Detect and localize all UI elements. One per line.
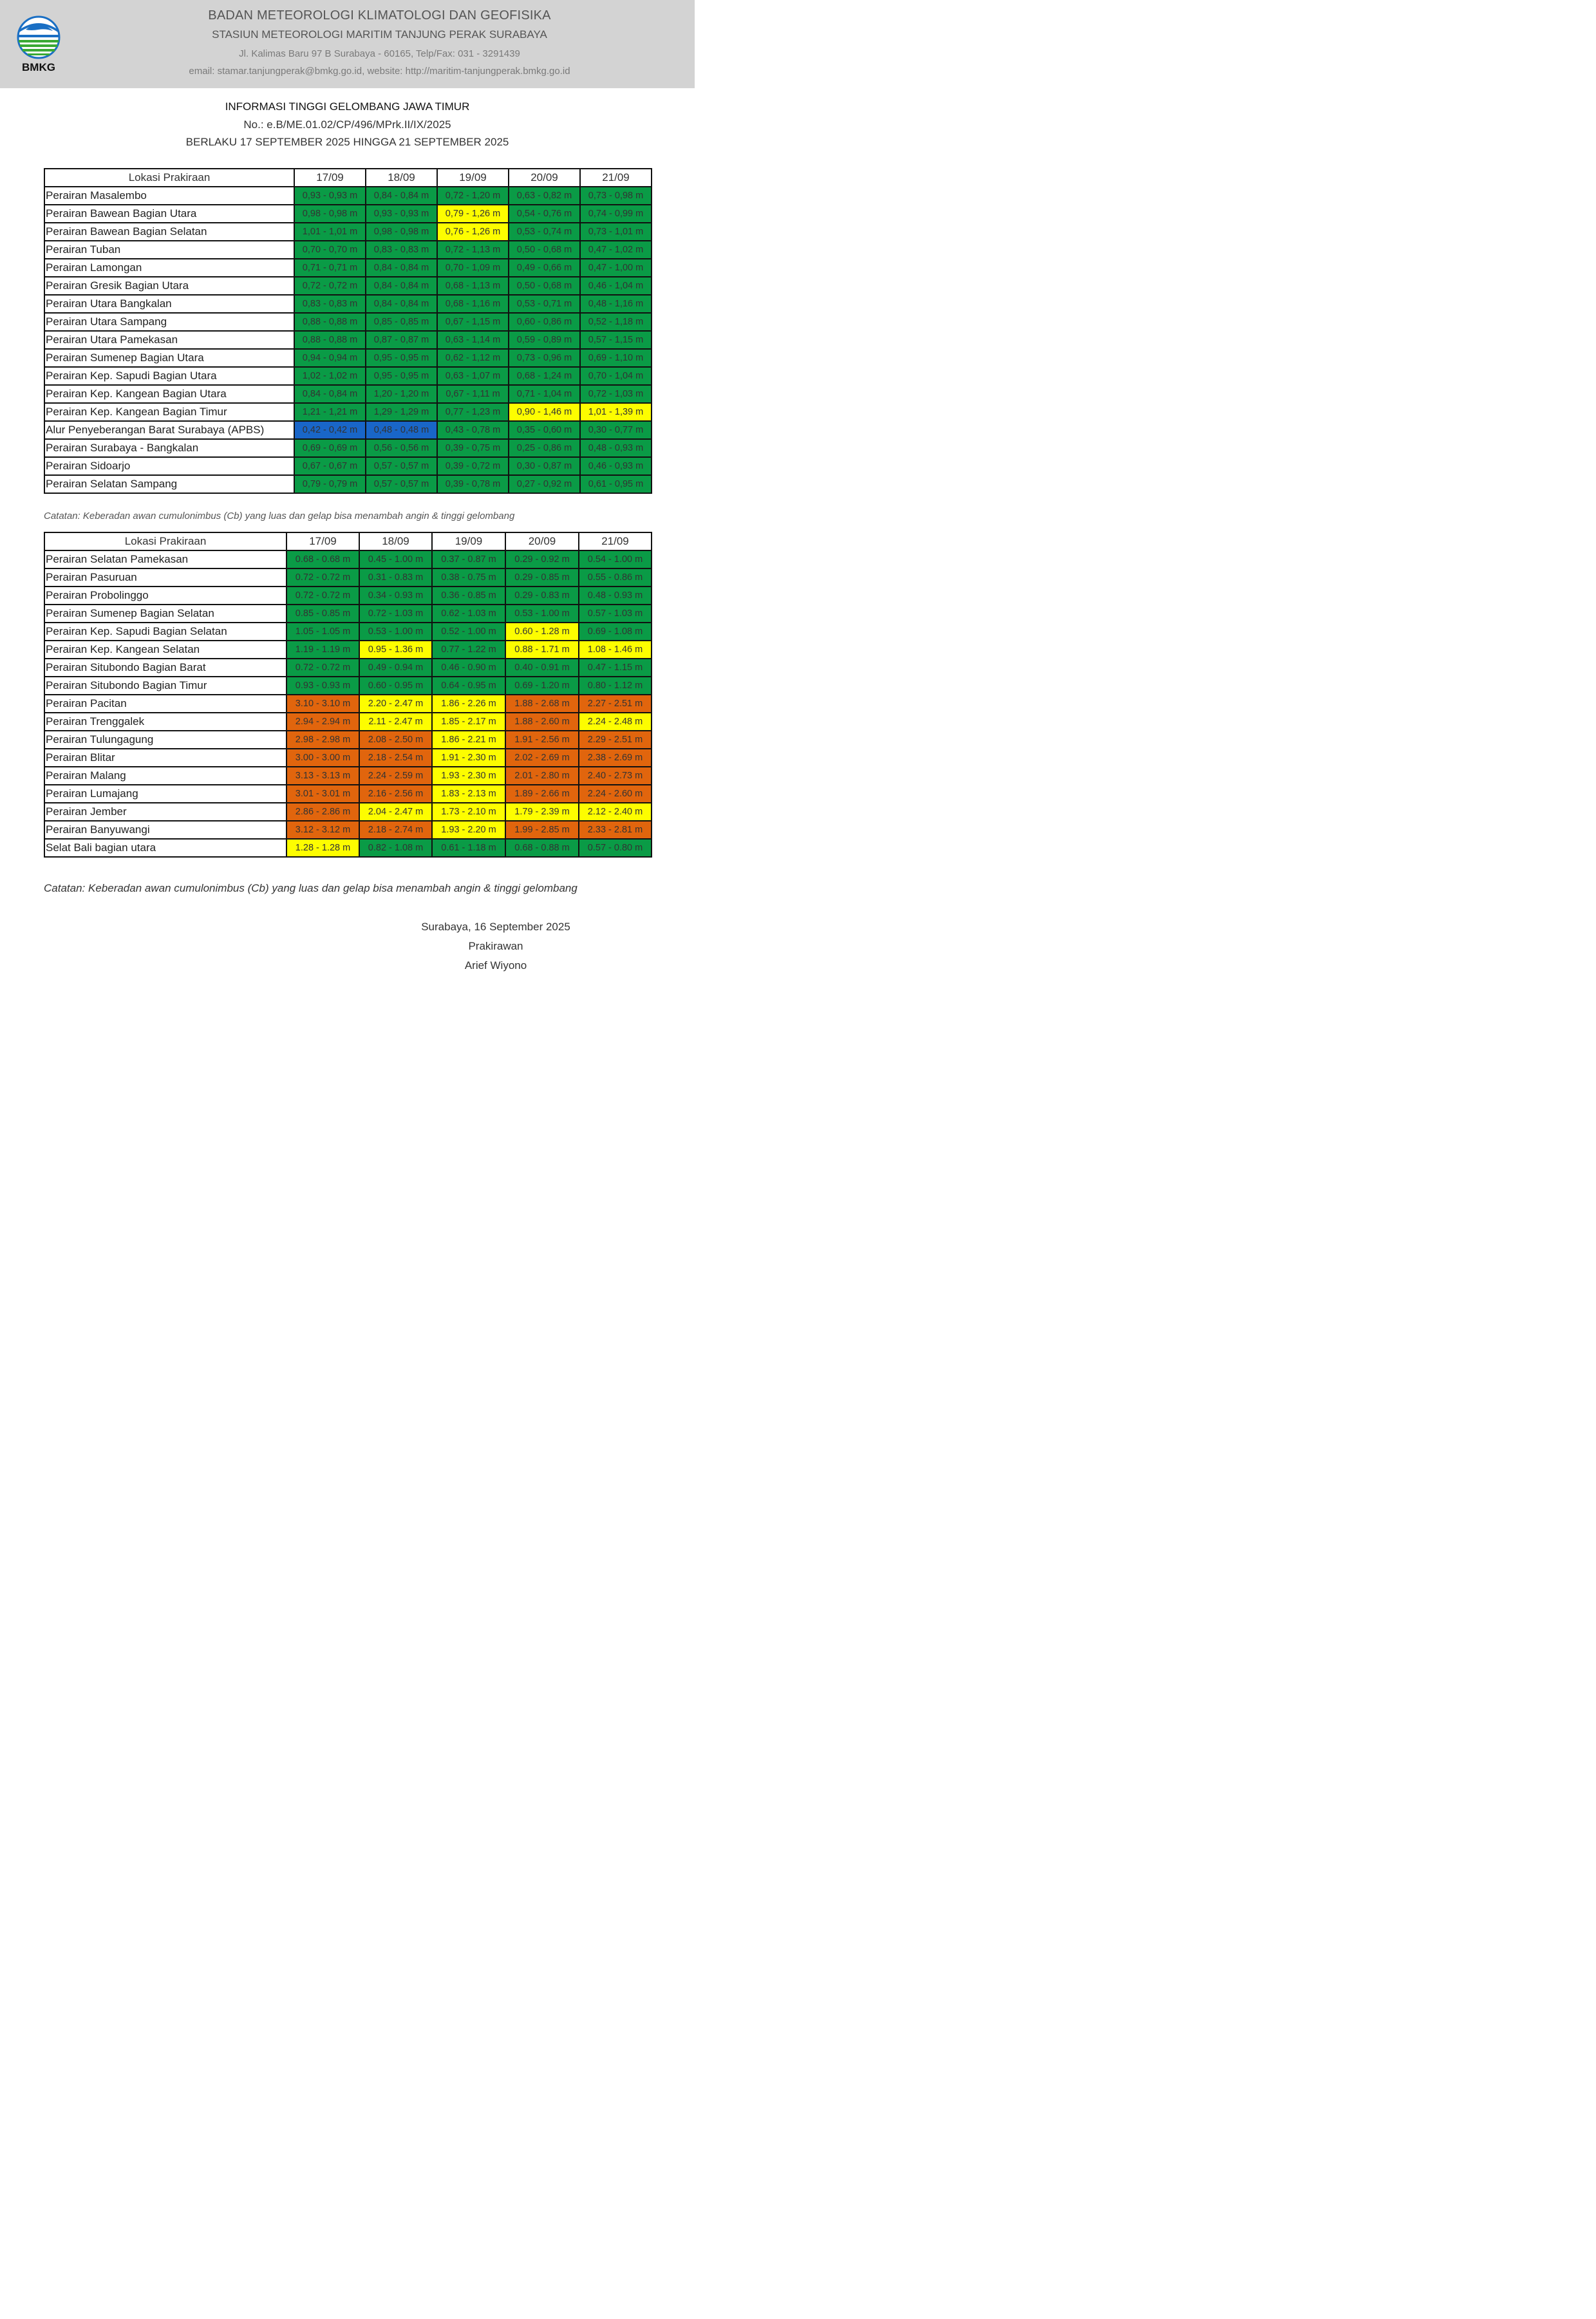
wave-height-cell: 0,52 - 1,18 m: [580, 313, 652, 331]
wave-height-cell: 0.82 - 1.08 m: [359, 839, 432, 857]
wave-height-table-south: [44, 532, 652, 858]
wave-height-cell: 3.10 - 3.10 m: [286, 695, 359, 713]
table-row: [44, 385, 652, 403]
wave-height-cell: 0.60 - 1.28 m: [505, 623, 579, 641]
location-cell: Perairan Kep. Sapudi Bagian Selatan: [44, 623, 286, 641]
signature-role: Prakirawan: [468, 940, 523, 952]
location-cell: Perairan Tuban: [44, 241, 294, 259]
location-cell: Perairan Utara Pamekasan: [44, 331, 294, 349]
wave-height-cell: 0.62 - 1.03 m: [432, 605, 505, 623]
location-cell: Perairan Situbondo Bagian Barat: [44, 659, 286, 677]
wave-height-cell: 2.40 - 2.73 m: [579, 767, 652, 785]
wave-height-cell: 0,73 - 0,98 m: [580, 187, 652, 205]
wave-height-cell: 0.49 - 0.94 m: [359, 659, 432, 677]
wave-height-cell: 0,68 - 1,16 m: [437, 295, 509, 313]
wave-height-cell: 0,85 - 0,85 m: [366, 313, 437, 331]
table-row: [44, 277, 652, 295]
location-cell: Perairan Sidoarjo: [44, 457, 294, 475]
location-cell: Perairan Probolinggo: [44, 587, 286, 605]
column-header-date: 20/09: [509, 169, 580, 187]
wave-height-cell: 1.05 - 1.05 m: [286, 623, 359, 641]
wave-height-cell: 0,95 - 0,95 m: [366, 349, 437, 367]
wave-height-cell: 0.69 - 1.08 m: [579, 623, 652, 641]
wave-height-cell: 0,50 - 0,68 m: [509, 241, 580, 259]
wave-height-cell: 0.69 - 1.20 m: [505, 677, 579, 695]
wave-height-cell: 1.85 - 2.17 m: [432, 713, 505, 731]
wave-height-cell: 0,73 - 1,01 m: [580, 223, 652, 241]
wave-height-cell: 2.86 - 2.86 m: [286, 803, 359, 821]
wave-height-cell: 3.01 - 3.01 m: [286, 785, 359, 803]
table-row: [44, 331, 652, 349]
table-row: [44, 641, 652, 659]
wave-height-cell: 0,53 - 0,74 m: [509, 223, 580, 241]
table-row: [44, 295, 652, 313]
wave-height-cell: 1,01 - 1,39 m: [580, 403, 652, 421]
wave-height-cell: 0,83 - 0,83 m: [294, 295, 366, 313]
wave-height-cell: 0.53 - 1.00 m: [359, 623, 432, 641]
table-row: [44, 731, 652, 749]
wave-height-cell: 1.88 - 2.60 m: [505, 713, 579, 731]
wave-height-cell: 0.61 - 1.18 m: [432, 839, 505, 857]
wave-height-cell: 1.86 - 2.21 m: [432, 731, 505, 749]
wave-height-cell: 0.95 - 1.36 m: [359, 641, 432, 659]
wave-height-cell: 1.08 - 1.46 m: [579, 641, 652, 659]
table-row: [44, 767, 652, 785]
wave-height-cell: 0,84 - 0,84 m: [366, 187, 437, 205]
wave-height-cell: 0,56 - 0,56 m: [366, 439, 437, 457]
wave-height-cell: 0,46 - 0,93 m: [580, 457, 652, 475]
location-cell: Perairan Kep. Kangean Bagian Utara: [44, 385, 294, 403]
wave-height-cell: 0.68 - 0.88 m: [505, 839, 579, 857]
column-header-date: 19/09: [432, 532, 505, 550]
location-cell: Perairan Kep. Kangean Selatan: [44, 641, 286, 659]
wave-height-cell: 2.18 - 2.74 m: [359, 821, 432, 839]
wave-height-cell: 0,57 - 0,57 m: [366, 475, 437, 493]
location-cell: Perairan Kep. Sapudi Bagian Utara: [44, 367, 294, 385]
table-row: [44, 259, 652, 277]
wave-height-cell: 0,84 - 0,84 m: [366, 259, 437, 277]
wave-height-cell: 0,39 - 0,75 m: [437, 439, 509, 457]
wave-height-cell: 0,73 - 0,96 m: [509, 349, 580, 367]
wave-height-cell: 0,84 - 0,84 m: [294, 385, 366, 403]
wave-height-cell: 1.28 - 1.28 m: [286, 839, 359, 857]
wave-height-cell: 0.72 - 0.72 m: [286, 587, 359, 605]
wave-height-cell: 0,98 - 0,98 m: [294, 205, 366, 223]
wave-height-cell: 3.13 - 3.13 m: [286, 767, 359, 785]
wave-height-cell: 2.01 - 2.80 m: [505, 767, 579, 785]
location-cell: Perairan Lamongan: [44, 259, 294, 277]
wave-height-cell: 0,47 - 1,00 m: [580, 259, 652, 277]
location-cell: Perairan Jember: [44, 803, 286, 821]
wave-height-cell: 0,67 - 1,15 m: [437, 313, 509, 331]
table-row: [44, 587, 652, 605]
wave-height-cell: 0,69 - 1,10 m: [580, 349, 652, 367]
table-row: [44, 749, 652, 767]
wave-height-cell: 0.80 - 1.12 m: [579, 677, 652, 695]
location-cell: Perairan Kep. Kangean Bagian Timur: [44, 403, 294, 421]
document-number: No.: e.B/ME.01.02/CP/496/MPrk.II/IX/2025: [243, 118, 451, 131]
wave-height-cell: 0,57 - 1,15 m: [580, 331, 652, 349]
wave-height-cell: 0,63 - 1,14 m: [437, 331, 509, 349]
wave-height-cell: 0,88 - 0,88 m: [294, 313, 366, 331]
station-name: STASIUN METEOROLOGI MARITIM TANJUNG PERAK SURABAYA: [212, 28, 547, 41]
column-header-date: 17/09: [294, 169, 366, 187]
location-cell: Perairan Gresik Bagian Utara: [44, 277, 294, 295]
wave-height-cell: 0,25 - 0,86 m: [509, 439, 580, 457]
wave-height-cell: 1.89 - 2.66 m: [505, 785, 579, 803]
table-row: [44, 659, 652, 677]
wave-height-cell: 0,59 - 0,89 m: [509, 331, 580, 349]
wave-height-cell: 0,54 - 0,76 m: [509, 205, 580, 223]
wave-height-cell: 0,57 - 0,57 m: [366, 457, 437, 475]
wave-height-cell: 0,30 - 0,77 m: [580, 421, 652, 439]
wave-height-cell: 1.93 - 2.20 m: [432, 821, 505, 839]
wave-height-cell: 1.93 - 2.30 m: [432, 767, 505, 785]
wave-height-cell: 0,69 - 0,69 m: [294, 439, 366, 457]
table-row: [44, 439, 652, 457]
wave-height-cell: 0.88 - 1.71 m: [505, 641, 579, 659]
column-header-date: 18/09: [366, 169, 437, 187]
table-row: [44, 785, 652, 803]
wave-height-cell: 1,29 - 1,29 m: [366, 403, 437, 421]
location-cell: Perairan Surabaya - Bangkalan: [44, 439, 294, 457]
wave-height-cell: 0,60 - 0,86 m: [509, 313, 580, 331]
org-name: BADAN METEOROLOGI KLIMATOLOGI DAN GEOFISIKA: [208, 8, 551, 23]
wave-height-cell: 0.36 - 0.85 m: [432, 587, 505, 605]
bmkg-logo: [15, 15, 62, 75]
wave-height-cell: 0.40 - 0.91 m: [505, 659, 579, 677]
cumulonimbus-note: Catatan: Keberadan awan cumulonimbus (Cb) yang luas dan gelap bisa menambah angin & tinggi gelombang: [44, 882, 577, 894]
wave-height-cell: 0,50 - 0,68 m: [509, 277, 580, 295]
wave-height-cell: 0.77 - 1.22 m: [432, 641, 505, 659]
table-row: [44, 695, 652, 713]
wave-height-cell: 0,42 - 0,42 m: [294, 421, 366, 439]
wave-height-cell: 1,21 - 1,21 m: [294, 403, 366, 421]
wave-height-cell: 2.12 - 2.40 m: [579, 803, 652, 821]
table-row: [44, 349, 652, 367]
wave-height-cell: 0.57 - 1.03 m: [579, 605, 652, 623]
wave-height-cell: 0.55 - 0.86 m: [579, 568, 652, 587]
wave-height-cell: 0,63 - 1,07 m: [437, 367, 509, 385]
wave-height-cell: 0,70 - 1,04 m: [580, 367, 652, 385]
location-cell: Perairan Trenggalek: [44, 713, 286, 731]
wave-height-cell: 0.72 - 0.72 m: [286, 568, 359, 587]
wave-height-cell: 1,01 - 1,01 m: [294, 223, 366, 241]
wave-height-cell: 0,67 - 1,11 m: [437, 385, 509, 403]
table-row: [44, 205, 652, 223]
wave-height-cell: 1.86 - 2.26 m: [432, 695, 505, 713]
wave-height-cell: 0,98 - 0,98 m: [366, 223, 437, 241]
table-row: [44, 475, 652, 493]
signature-place-date: Surabaya, 16 September 2025: [421, 921, 570, 933]
wave-height-cell: 0,84 - 0,84 m: [366, 277, 437, 295]
wave-height-cell: 0,49 - 0,66 m: [509, 259, 580, 277]
wave-height-cell: 0,27 - 0,92 m: [509, 475, 580, 493]
location-cell: Alur Penyeberangan Barat Surabaya (APBS): [44, 421, 294, 439]
wave-height-cell: 0.38 - 0.75 m: [432, 568, 505, 587]
wave-height-cell: 1.83 - 2.13 m: [432, 785, 505, 803]
wave-height-cell: 0,72 - 0,72 m: [294, 277, 366, 295]
location-cell: Selat Bali bagian utara: [44, 839, 286, 857]
wave-height-cell: 0,35 - 0,60 m: [509, 421, 580, 439]
wave-height-cell: 0,62 - 1,12 m: [437, 349, 509, 367]
location-cell: Perairan Lumajang: [44, 785, 286, 803]
wave-height-cell: 0.85 - 0.85 m: [286, 605, 359, 623]
wave-height-cell: 0.64 - 0.95 m: [432, 677, 505, 695]
hidden-note-strip: Catatan: Keberadan awan cumulonimbus (Cb) yang luas dan gelap bisa menambah angin & tinggi gelombang: [44, 511, 515, 521]
wave-height-cell: 0.54 - 1.00 m: [579, 550, 652, 568]
wave-height-cell: 1.91 - 2.30 m: [432, 749, 505, 767]
wave-height-cell: 0.34 - 0.93 m: [359, 587, 432, 605]
wave-height-cell: 2.04 - 2.47 m: [359, 803, 432, 821]
wave-height-cell: 2.16 - 2.56 m: [359, 785, 432, 803]
column-header-location: Lokasi Prakiraan: [44, 532, 286, 550]
document-title: INFORMASI TINGGI GELOMBANG JAWA TIMUR: [225, 100, 470, 113]
wave-height-cell: 0,47 - 1,02 m: [580, 241, 652, 259]
letterhead: [0, 0, 695, 88]
wave-height-cell: 2.24 - 2.48 m: [579, 713, 652, 731]
wave-height-cell: 2.29 - 2.51 m: [579, 731, 652, 749]
wave-height-cell: 0.52 - 1.00 m: [432, 623, 505, 641]
wave-height-cell: 0,77 - 1,23 m: [437, 403, 509, 421]
table-row: [44, 821, 652, 839]
wave-height-cell: 3.12 - 3.12 m: [286, 821, 359, 839]
wave-height-cell: 0,67 - 0,67 m: [294, 457, 366, 475]
wave-height-cell: 0.57 - 0.80 m: [579, 839, 652, 857]
wave-height-cell: 0,53 - 0,71 m: [509, 295, 580, 313]
wave-height-cell: 1.99 - 2.85 m: [505, 821, 579, 839]
column-header-date: 19/09: [437, 169, 509, 187]
wave-height-cell: 0.46 - 0.90 m: [432, 659, 505, 677]
table-row: [44, 550, 652, 568]
location-cell: Perairan Bawean Bagian Utara: [44, 205, 294, 223]
wave-height-cell: 0,71 - 0,71 m: [294, 259, 366, 277]
wave-height-cell: 2.98 - 2.98 m: [286, 731, 359, 749]
table-row: [44, 623, 652, 641]
wave-height-cell: 2.18 - 2.54 m: [359, 749, 432, 767]
table-row: [44, 421, 652, 439]
wave-height-cell: 0,88 - 0,88 m: [294, 331, 366, 349]
wave-height-cell: 0,90 - 1,46 m: [509, 403, 580, 421]
wave-height-cell: 0,46 - 1,04 m: [580, 277, 652, 295]
wave-height-cell: 0.72 - 0.72 m: [286, 659, 359, 677]
wave-height-cell: 1.88 - 2.68 m: [505, 695, 579, 713]
column-header-location: Lokasi Prakiraan: [44, 169, 294, 187]
wave-height-cell: 0,72 - 1,20 m: [437, 187, 509, 205]
column-header-date: 18/09: [359, 532, 432, 550]
wave-height-cell: 0,87 - 0,87 m: [366, 331, 437, 349]
wave-height-cell: 2.24 - 2.60 m: [579, 785, 652, 803]
wave-height-cell: 0,93 - 0,93 m: [294, 187, 366, 205]
wave-height-cell: 2.94 - 2.94 m: [286, 713, 359, 731]
wave-height-cell: 0,39 - 0,72 m: [437, 457, 509, 475]
table-row: [44, 187, 652, 205]
bmkg-emblem-icon: [15, 15, 62, 75]
wave-height-cell: 2.11 - 2.47 m: [359, 713, 432, 731]
wave-height-cell: 0,72 - 1,13 m: [437, 241, 509, 259]
wave-height-cell: 0.53 - 1.00 m: [505, 605, 579, 623]
table-row: [44, 241, 652, 259]
wave-height-cell: 0,68 - 1,13 m: [437, 277, 509, 295]
signature-name: Arief Wiyono: [464, 959, 527, 972]
column-header-date: 17/09: [286, 532, 359, 550]
wave-height-cell: 0.93 - 0.93 m: [286, 677, 359, 695]
wave-height-cell: 1.19 - 1.19 m: [286, 641, 359, 659]
column-header-date: 21/09: [579, 532, 652, 550]
location-cell: Perairan Situbondo Bagian Timur: [44, 677, 286, 695]
wave-height-cell: 0,83 - 0,83 m: [366, 241, 437, 259]
wave-height-cell: 0.31 - 0.83 m: [359, 568, 432, 587]
wave-height-cell: 0.48 - 0.93 m: [579, 587, 652, 605]
location-cell: Perairan Selatan Pamekasan: [44, 550, 286, 568]
table-row: [44, 457, 652, 475]
location-cell: Perairan Sumenep Bagian Utara: [44, 349, 294, 367]
wave-height-cell: 0,39 - 0,78 m: [437, 475, 509, 493]
svg-text:BMKG: BMKG: [22, 61, 55, 73]
wave-height-cell: 0,63 - 0,82 m: [509, 187, 580, 205]
location-cell: Perairan Tulungagung: [44, 731, 286, 749]
wave-height-cell: 2.24 - 2.59 m: [359, 767, 432, 785]
location-cell: Perairan Blitar: [44, 749, 286, 767]
table-row: [44, 839, 652, 857]
wave-height-cell: 0,94 - 0,94 m: [294, 349, 366, 367]
wave-height-cell: 0.29 - 0.92 m: [505, 550, 579, 568]
wave-height-cell: 0,48 - 0,48 m: [366, 421, 437, 439]
wave-height-cell: 0.72 - 1.03 m: [359, 605, 432, 623]
wave-height-cell: 0,93 - 0,93 m: [366, 205, 437, 223]
address-line: Jl. Kalimas Baru 97 B Surabaya - 60165, Telp/Fax: 031 - 3291439: [239, 48, 520, 59]
wave-height-cell: 0,61 - 0,95 m: [580, 475, 652, 493]
wave-height-cell: 2.02 - 2.69 m: [505, 749, 579, 767]
table-row: [44, 713, 652, 731]
wave-height-cell: 0,70 - 0,70 m: [294, 241, 366, 259]
wave-height-cell: 2.33 - 2.81 m: [579, 821, 652, 839]
wave-height-cell: 0,72 - 1,03 m: [580, 385, 652, 403]
wave-height-cell: 0,74 - 0,99 m: [580, 205, 652, 223]
wave-height-cell: 1.79 - 2.39 m: [505, 803, 579, 821]
wave-height-cell: 0.60 - 0.95 m: [359, 677, 432, 695]
wave-height-cell: 0,95 - 0,95 m: [366, 367, 437, 385]
wave-height-cell: 0,84 - 0,84 m: [366, 295, 437, 313]
contact-line: email: stamar.tanjungperak@bmkg.go.id, website: http://maritim-tanjungperak.bmkg.go.id: [189, 66, 570, 77]
wave-height-cell: 3.00 - 3.00 m: [286, 749, 359, 767]
column-header-date: 20/09: [505, 532, 579, 550]
wave-height-cell: 0.29 - 0.85 m: [505, 568, 579, 587]
location-cell: Perairan Utara Sampang: [44, 313, 294, 331]
wave-height-cell: 0,30 - 0,87 m: [509, 457, 580, 475]
wave-height-cell: 0,48 - 0,93 m: [580, 439, 652, 457]
column-header-date: 21/09: [580, 169, 652, 187]
table-row: [44, 223, 652, 241]
location-cell: Perairan Sumenep Bagian Selatan: [44, 605, 286, 623]
wave-height-cell: 2.27 - 2.51 m: [579, 695, 652, 713]
wave-height-cell: 0.68 - 0.68 m: [286, 550, 359, 568]
wave-height-cell: 0,79 - 0,79 m: [294, 475, 366, 493]
location-cell: Perairan Bawean Bagian Selatan: [44, 223, 294, 241]
wave-height-cell: 0,76 - 1,26 m: [437, 223, 509, 241]
table-row: [44, 313, 652, 331]
validity-period: BERLAKU 17 SEPTEMBER 2025 HINGGA 21 SEPTEMBER 2025: [185, 136, 509, 148]
wave-height-cell: 0.29 - 0.83 m: [505, 587, 579, 605]
wave-height-cell: 0,68 - 1,24 m: [509, 367, 580, 385]
table-row: [44, 403, 652, 421]
wave-height-table-north: [44, 168, 652, 494]
table-row: [44, 803, 652, 821]
wave-height-cell: 0.37 - 0.87 m: [432, 550, 505, 568]
wave-height-cell: 1.91 - 2.56 m: [505, 731, 579, 749]
wave-height-cell: 1,02 - 1,02 m: [294, 367, 366, 385]
wave-height-cell: 2.38 - 2.69 m: [579, 749, 652, 767]
location-cell: Perairan Selatan Sampang: [44, 475, 294, 493]
location-cell: Perairan Pacitan: [44, 695, 286, 713]
location-cell: Perairan Banyuwangi: [44, 821, 286, 839]
wave-height-cell: 0,48 - 1,16 m: [580, 295, 652, 313]
location-cell: Perairan Masalembo: [44, 187, 294, 205]
wave-height-cell: 2.08 - 2.50 m: [359, 731, 432, 749]
table-row: [44, 367, 652, 385]
wave-height-cell: 0,79 - 1,26 m: [437, 205, 509, 223]
wave-height-cell: 0,43 - 0,78 m: [437, 421, 509, 439]
wave-height-cell: 2.20 - 2.47 m: [359, 695, 432, 713]
table-row: [44, 605, 652, 623]
wave-height-cell: 1,20 - 1,20 m: [366, 385, 437, 403]
location-cell: Perairan Pasuruan: [44, 568, 286, 587]
location-cell: Perairan Utara Bangkalan: [44, 295, 294, 313]
table-row: [44, 568, 652, 587]
wave-height-cell: 1.73 - 2.10 m: [432, 803, 505, 821]
wave-height-cell: 0.45 - 1.00 m: [359, 550, 432, 568]
table-row: [44, 677, 652, 695]
wave-height-cell: 0,71 - 1,04 m: [509, 385, 580, 403]
wave-height-cell: 0,70 - 1,09 m: [437, 259, 509, 277]
wave-height-cell: 0.47 - 1.15 m: [579, 659, 652, 677]
location-cell: Perairan Malang: [44, 767, 286, 785]
